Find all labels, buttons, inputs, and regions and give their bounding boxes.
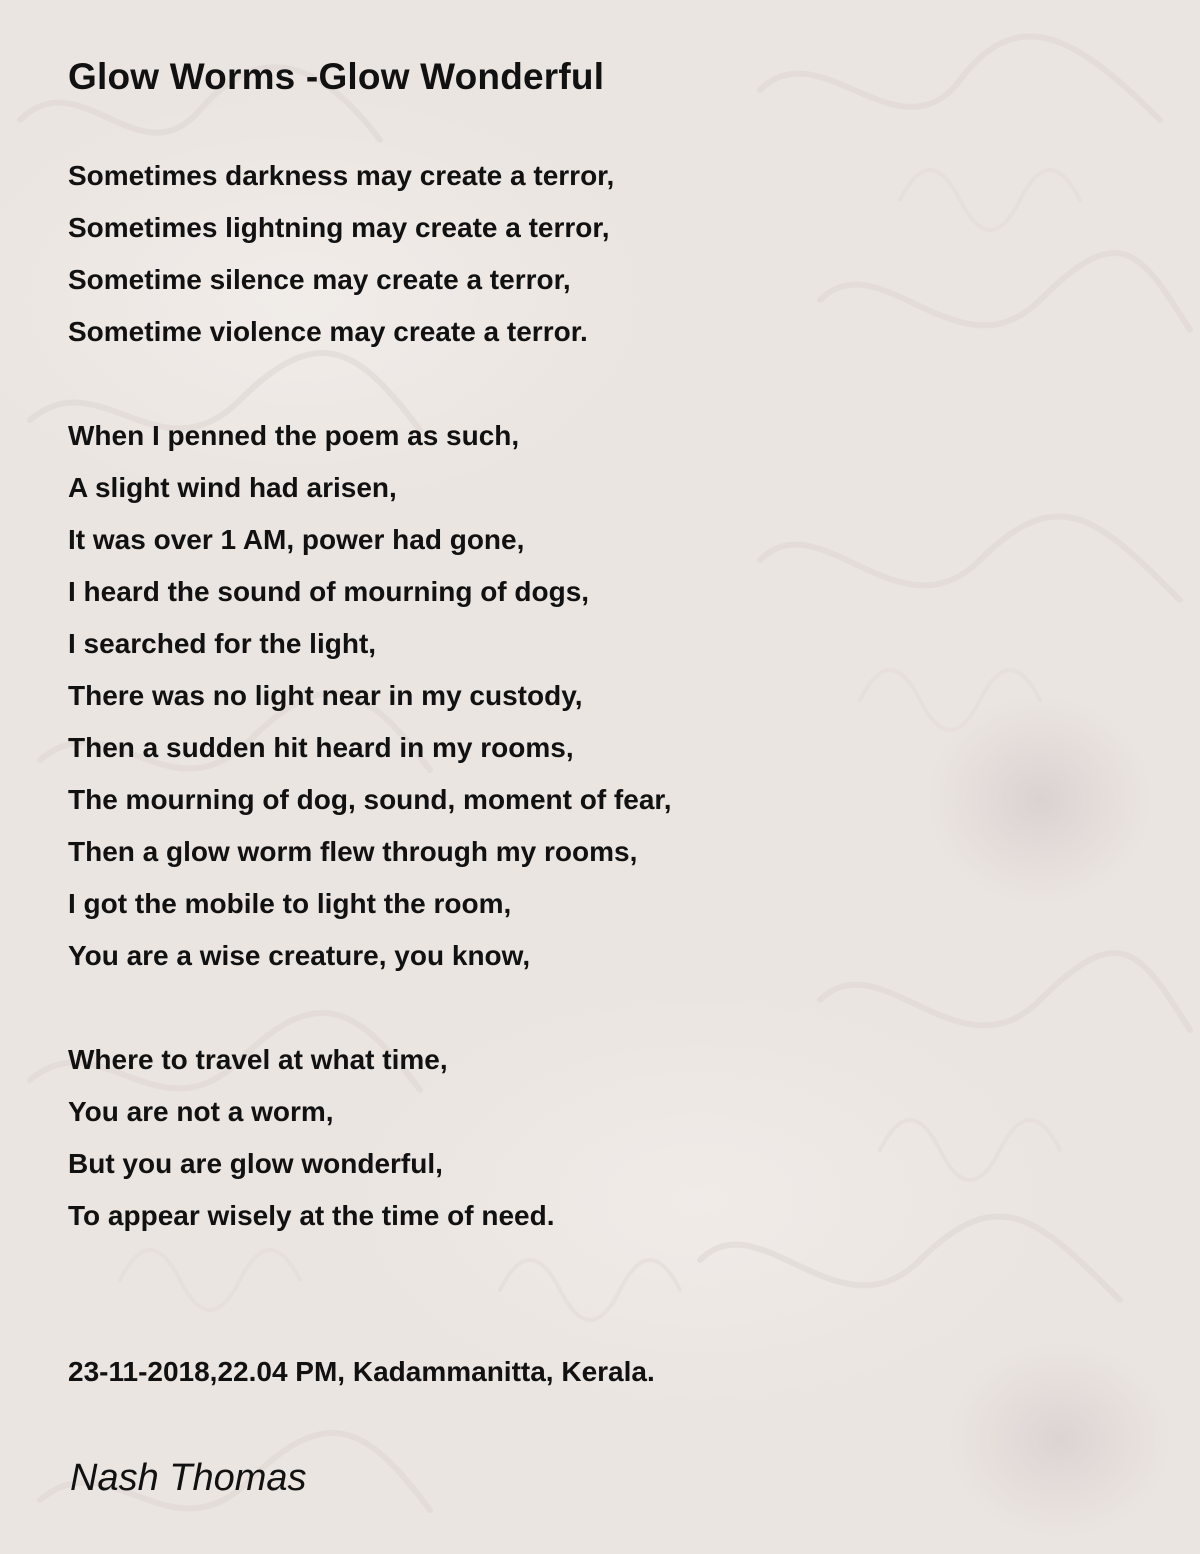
poem-line: You are not a worm, bbox=[68, 1096, 334, 1127]
poem-line: You are a wise creature, you know, bbox=[68, 940, 531, 971]
poem-title: Glow Worms -Glow Wonderful bbox=[68, 56, 605, 97]
poem-line: Sometimes lightning may create a terror, bbox=[68, 212, 610, 243]
poem-line: Sometime violence may create a terror. bbox=[68, 316, 588, 347]
poem-line: A slight wind had arisen, bbox=[68, 472, 397, 503]
stanza bbox=[68, 150, 1148, 358]
poem-line: The mourning of dog, sound, moment of fear, bbox=[68, 784, 672, 815]
poem-line: Sometime silence may create a terror, bbox=[68, 264, 571, 295]
poem-line: There was no light near in my custody, bbox=[68, 680, 583, 711]
stanza bbox=[68, 1034, 1148, 1242]
poem-line: I got the mobile to light the room, bbox=[68, 888, 512, 919]
stanza bbox=[68, 410, 1148, 982]
poem-line: Then a glow worm flew through my rooms, bbox=[68, 836, 638, 867]
poem-body bbox=[68, 150, 1148, 1294]
author-name: Nash Thomas bbox=[70, 1457, 307, 1499]
poem-line: Then a sudden hit heard in my rooms, bbox=[68, 732, 574, 763]
poem-line: It was over 1 AM, power had gone, bbox=[68, 524, 525, 555]
poem-line: But you are glow wonderful, bbox=[68, 1148, 443, 1179]
poem-line: To appear wisely at the time of need. bbox=[68, 1200, 555, 1231]
poem-line: Sometimes darkness may create a terror, bbox=[68, 160, 615, 191]
poem-line: I searched for the light, bbox=[68, 628, 377, 659]
poem-line: When I penned the poem as such, bbox=[68, 420, 520, 451]
poem-line: Where to travel at what time, bbox=[68, 1044, 448, 1075]
poem-dateline: 23-11-2018,22.04 PM, Kadammanitta, Kerala. bbox=[68, 1356, 655, 1387]
poem-line: I heard the sound of mourning of dogs, bbox=[68, 576, 590, 607]
